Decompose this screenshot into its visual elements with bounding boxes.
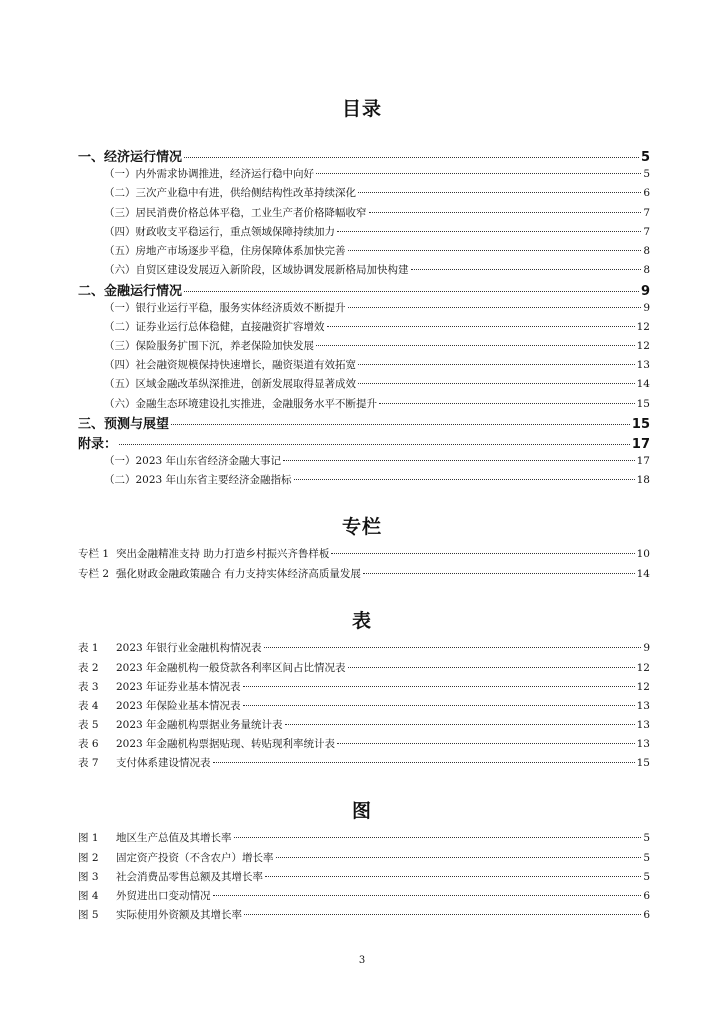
- figure-entry[interactable]: 图 3 社会消费品零售总额及其增长率 5: [78, 871, 650, 883]
- figures-title: 图: [351, 800, 372, 822]
- figure-entry[interactable]: 图 4 外贸进出口变动情况 6: [78, 890, 650, 902]
- table-entry[interactable]: 表 7 支付体系建设情况表 15: [78, 757, 650, 769]
- figure-entry[interactable]: 图 1 地区生产总值及其增长率 5: [78, 832, 650, 844]
- toc-entry[interactable]: （五）房地产市场逐步平稳，住房保障体系加快完善 8: [104, 245, 650, 257]
- toc-entry[interactable]: （一）银行业运行平稳，服务实体经济质效不断提升 9: [104, 302, 650, 314]
- toc-entry[interactable]: 一、经济运行情况 5: [78, 150, 650, 165]
- toc-title: 目录: [341, 98, 382, 120]
- table-entry[interactable]: 表 3 2023 年证券业基本情况表 12: [78, 681, 650, 693]
- toc-entry[interactable]: （三）居民消费价格总体平稳，工业生产者价格降幅收窄 7: [104, 207, 650, 219]
- toc-entry[interactable]: （二）2023 年山东省主要经济金融指标 18: [104, 474, 650, 486]
- toc-entry[interactable]: （六）金融生态环境建设扎实推进，金融服务水平不断提升 15: [104, 398, 650, 410]
- table-entry[interactable]: 表 6 2023 年金融机构票据贴现、转贴现利率统计表 13: [78, 738, 650, 750]
- tables-title: 表: [351, 610, 372, 632]
- page-number: 3: [358, 955, 366, 966]
- toc-entry[interactable]: （一）2023 年山东省经济金融大事记 17: [104, 455, 650, 467]
- toc-entry[interactable]: （一）内外需求协调推进，经济运行稳中向好 5: [104, 168, 650, 180]
- toc-entry[interactable]: （四）财政收支平稳运行，重点领域保障持续加力 7: [104, 226, 650, 238]
- figure-entry[interactable]: 图 2 固定资产投资（不含农户）增长率 5: [78, 852, 650, 864]
- toc-entry[interactable]: （二）三次产业稳中有进，供给侧结构性改革持续深化 6: [104, 187, 650, 199]
- toc-entry[interactable]: （六）自贸区建设发展迈入新阶段，区域协调发展新格局加快构建 8: [104, 264, 650, 276]
- table-entry[interactable]: 表 2 2023 年金融机构一般贷款各利率区间占比情况表 12: [78, 662, 650, 674]
- toc-entry[interactable]: （二）证券业运行总体稳健，直接融资扩容增效 12: [104, 321, 650, 333]
- toc-entry[interactable]: （三）保险服务扩围下沉，养老保险加快发展 12: [104, 340, 650, 352]
- column-entry[interactable]: 专栏 2 强化财政金融政策融合 有力支持实体经济高质量发展 14: [78, 568, 650, 580]
- columns-title: 专栏: [341, 516, 382, 538]
- figure-entry[interactable]: 图 5 实际使用外资额及其增长率 6: [78, 909, 650, 921]
- table-entry[interactable]: 表 4 2023 年保险业基本情况表 13: [78, 700, 650, 712]
- toc-entry[interactable]: 二、金融运行情况 9: [78, 284, 650, 299]
- toc-entry[interactable]: 附录： 17: [78, 437, 650, 452]
- column-entry[interactable]: 专栏 1 突出金融精准支持 助力打造乡村振兴齐鲁样板 10: [78, 548, 650, 560]
- table-entry[interactable]: 表 1 2023 年银行业金融机构情况表 9: [78, 642, 650, 654]
- table-entry[interactable]: 表 5 2023 年金融机构票据业务量统计表 13: [78, 719, 650, 731]
- toc-entry[interactable]: 三、预测与展望 15: [78, 417, 650, 432]
- toc-entry[interactable]: （四）社会融资规模保持快速增长，融资渠道有效拓宽 13: [104, 359, 650, 371]
- toc-entry[interactable]: （五）区域金融改革纵深推进，创新发展取得显著成效 14: [104, 378, 650, 390]
